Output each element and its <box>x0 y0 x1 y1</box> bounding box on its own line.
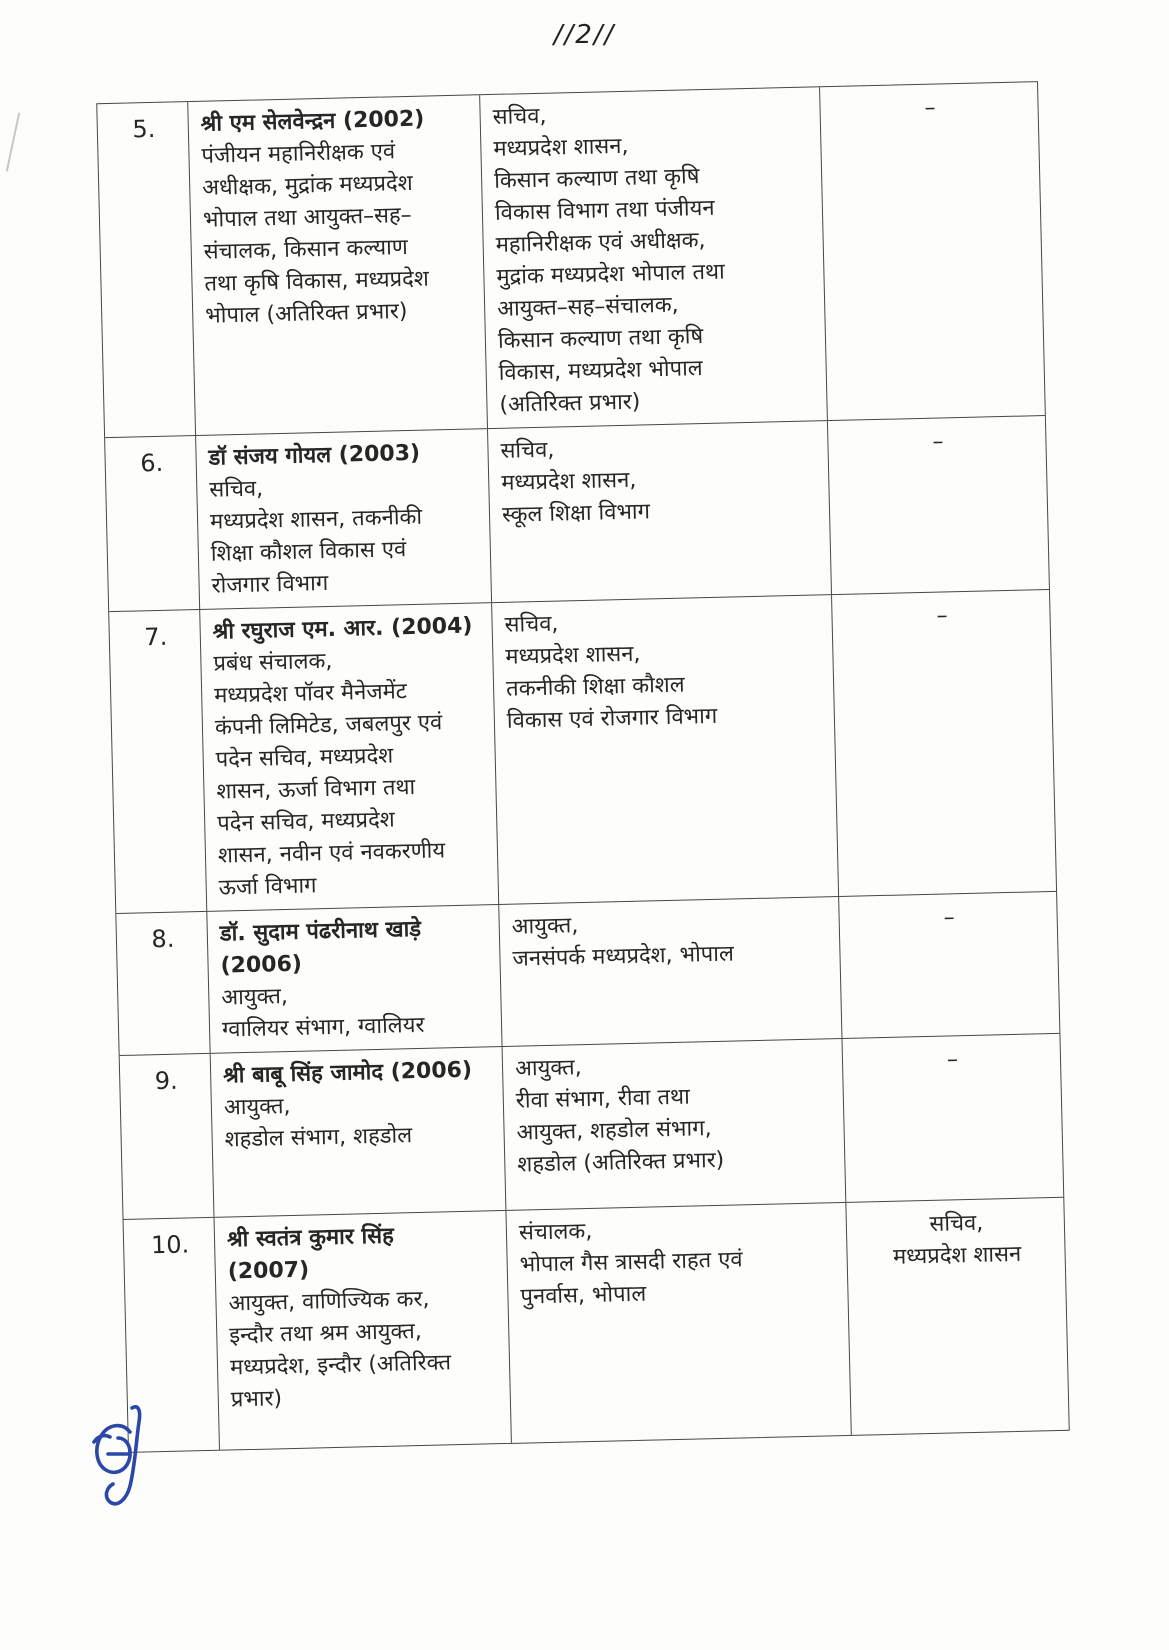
officer-details: आयुक्त, ग्वालियर संभाग, ग्वालियर <box>221 984 425 1043</box>
officer-cell <box>195 429 491 609</box>
table-row <box>97 82 1045 438</box>
officer-name: श्री बाबू सिंह जामोद (2006) <box>222 1057 473 1089</box>
table-row <box>109 590 1056 914</box>
officer-cell <box>199 603 498 911</box>
officer-details: सचिव, मध्यप्रदेश शासन, तकनीकी शिक्षा कौशल विकास एवं रोजगार विभाग <box>209 476 423 599</box>
table-row <box>124 1198 1069 1452</box>
table-row <box>120 1034 1064 1220</box>
officer-name: श्री एम सेलवेन्द्रन (2002) <box>200 106 425 137</box>
officer-cell <box>187 95 487 435</box>
remarks-cell: सचिव, मध्यप्रदेश शासन <box>845 1198 1068 1435</box>
officer-cell <box>214 1211 511 1450</box>
remarks-cell: – <box>819 82 1045 420</box>
officers-table <box>96 81 1070 1453</box>
officer-cell <box>206 905 501 1053</box>
officer-name: डॉ संजय गोयल (2003) <box>208 440 421 471</box>
signature-scribble <box>86 1398 158 1528</box>
table-row <box>116 892 1059 1056</box>
posting-cell: सचिव, मध्यप्रदेश शासन, किसान कल्याण तथा कृषि विकास विभाग तथा पंजीयन महानिरीक्षक एवं अधीक्षक, मुद्रांक मध्यप्रदेश भोपाल तथा आयुक्त–सह–संचालक, किसान कल्याण तथा कृषि विकास, मध्यप्रदेश भोपाल (अतिरिक्त प्रभार) <box>479 87 827 428</box>
officer-name: श्री रघुराज एम. आर. (2004) <box>212 613 473 645</box>
officer-details: आयुक्त, वाणिज्यिक कर, इन्दौर तथा श्रम आयुक्त, मध्यप्रदेश, इन्दौर (अतिरिक्त प्रभार) <box>228 1286 452 1413</box>
remarks-cell: – <box>831 590 1056 896</box>
posting-cell: आयुक्त, जनसंपर्क मध्यप्रदेश, भोपाल <box>498 897 841 1046</box>
posting-cell: सचिव, मध्यप्रदेश शासन, स्कूल शिक्षा विभाग <box>487 421 831 602</box>
officer-name: डॉ. सुदाम पंढरीनाथ खाड़े (2006) <box>219 916 422 979</box>
table-row <box>105 416 1049 612</box>
officer-cell <box>210 1047 506 1217</box>
serial-number: 7. <box>144 622 168 652</box>
officer-details: आयुक्त, शहडोल संभाग, शहडोल <box>223 1093 413 1153</box>
serial-number: 10. <box>150 1230 190 1260</box>
posting-cell: संचालक, भोपाल गैस त्रासदी राहत एवं पुनर्वास, भोपाल <box>505 1203 850 1443</box>
page-number: //2// <box>553 20 616 50</box>
scan-artifact-line <box>6 112 20 171</box>
officer-details: पंजीयन महानिरीक्षक एवं अधीक्षक, मुद्रांक मध्यप्रदेश भोपाल तथा आयुक्त–सह– संचालक, किसान कल्याण तथा कृषि विकास, मध्यप्रदेश भोपाल (अतिरिक्त प्रभार) <box>201 139 430 329</box>
serial-number: 9. <box>154 1066 179 1096</box>
serial-number: 5. <box>132 114 156 144</box>
serial-number: 6. <box>139 448 164 478</box>
posting-cell: सचिव, मध्यप्रदेश शासन, तकनीकी शिक्षा कौशल विकास एवं रोजगार विभाग <box>491 595 838 904</box>
remarks-cell: – <box>838 892 1059 1038</box>
officer-name: श्री स्वतंत्र कुमार सिंह (2007) <box>226 1223 395 1285</box>
serial-number: 8. <box>151 924 175 954</box>
posting-cell: आयुक्त, रीवा संभाग, रीवा तथा आयुक्त, शहडोल संभाग, शहडोल (अतिरिक्त प्रभार) <box>502 1039 846 1210</box>
remarks-cell: – <box>841 1034 1063 1202</box>
officer-details: प्रबंध संचालक, मध्यप्रदेश पॉवर मैनेजमेंट कंपनी लिमिटेड, जबलपुर एवं पदेन सचिव, मध्यप्रदेश शासन, ऊर्जा विभाग तथा पदेन सचिव, मध्यप्रदेश शासन, नवीन एवं नवकरणीय ऊर्जा विभाग <box>213 648 446 901</box>
remarks-cell: – <box>827 416 1049 594</box>
